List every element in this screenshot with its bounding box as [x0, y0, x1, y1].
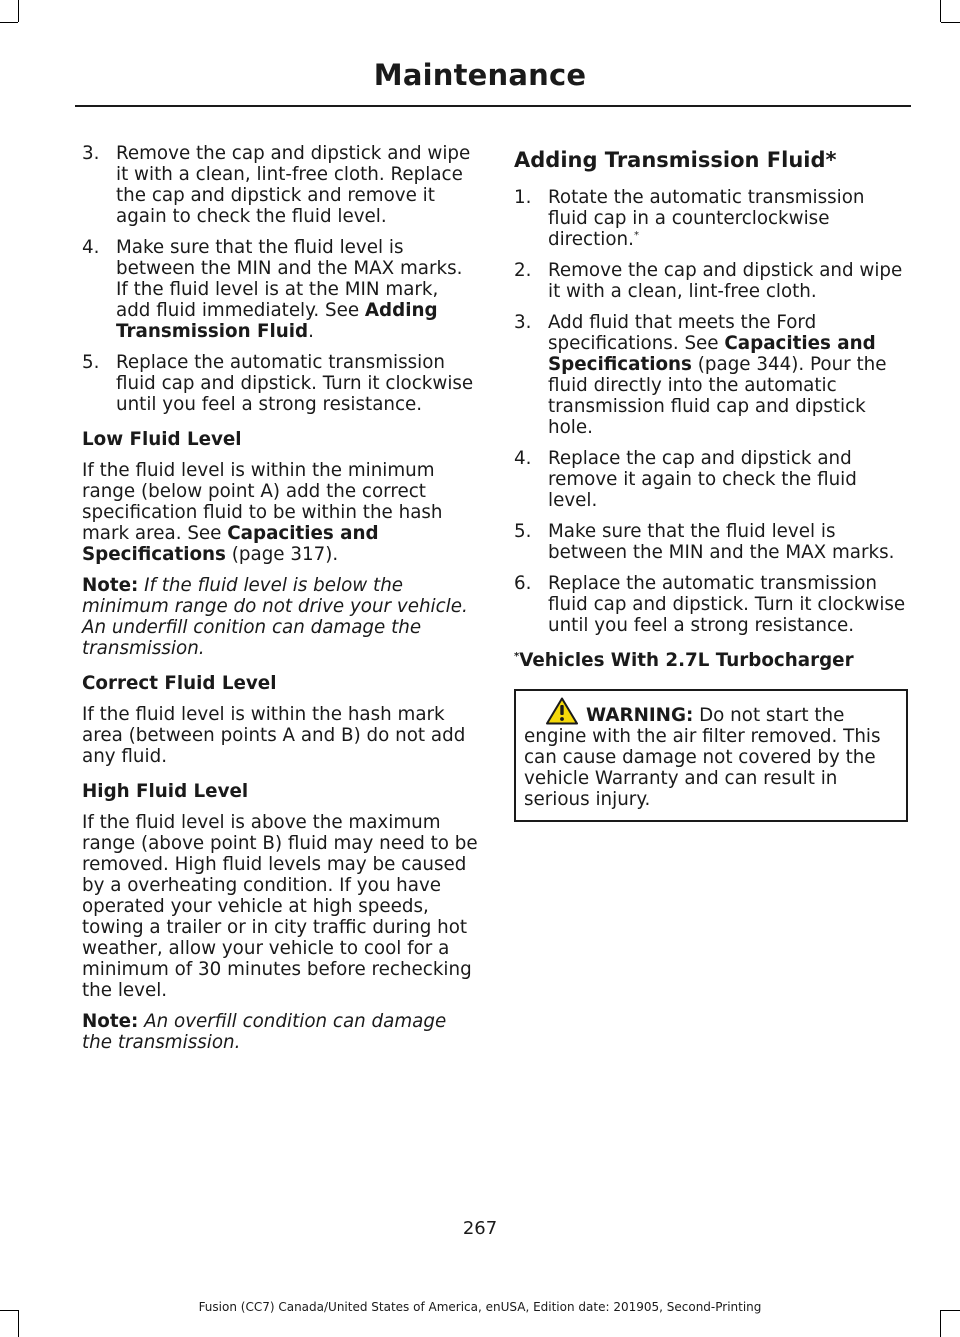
list-item: [514, 260, 908, 302]
step-text: Replace the automatic transmission fluid cap and dipstick. Turn it clockwise until you feel a strong resistance.: [548, 573, 906, 636]
step-number: 3.: [82, 143, 100, 164]
step-number: 4.: [82, 237, 100, 258]
step-number: 1.: [514, 187, 532, 208]
step-text: Rotate the automatic transmission fluid cap in a counterclockwise direction.: [548, 187, 865, 250]
step-text: .: [308, 321, 314, 342]
warning-label: WARNING:: [586, 705, 694, 726]
warning-text: Do not start the engine with the air filter removed. This can cause damage not covered by the vehicle Warranty and can result in serious injury.: [524, 705, 881, 810]
step-number: 6.: [514, 573, 532, 594]
step-text: Remove the cap and dipstick and wipe it with a clean, lint-free cloth.: [548, 260, 903, 302]
left-steps-list: [82, 143, 478, 415]
list-item: [514, 573, 908, 636]
right-column: [514, 143, 908, 822]
footnote-marker: *: [514, 650, 520, 662]
note: [82, 1011, 478, 1053]
step-number: 4.: [514, 448, 532, 469]
step-text: Make sure that the fluid level is between the MIN and the MAX marks.: [548, 521, 895, 563]
step-number: 3.: [514, 312, 532, 333]
footnote-marker: *: [633, 229, 639, 241]
list-item: [82, 143, 478, 227]
section-heading: Low Fluid Level: [82, 429, 242, 450]
note-label: Note:: [82, 1011, 139, 1032]
crop-mark: [18, 1310, 19, 1337]
page-number: 267: [462, 1218, 498, 1239]
step-number: 5.: [514, 521, 532, 542]
cross-reference-link[interactable]: Capacities and Specifications: [82, 523, 379, 565]
warning-box: [514, 689, 908, 822]
note-text: An overfill condition can damage the transmission.: [82, 1011, 447, 1053]
left-column: [82, 143, 478, 1063]
cross-reference-link[interactable]: Adding Transmission Fluid: [116, 300, 438, 342]
step-text: Replace the automatic transmission fluid cap and dipstick. Turn it clockwise until you feel a strong resistance.: [116, 352, 474, 415]
paragraph: If the fluid level is within the hash mark area (between points A and B) do not add any fluid.: [82, 704, 466, 767]
list-item: [514, 187, 908, 250]
list-item: [82, 352, 478, 415]
footer-text: Fusion (CC7) Canada/United States of America, enUSA, Edition date: 201905, Second-Printing: [198, 1300, 762, 1314]
step-text: (page 344). Pour the fluid directly into the automatic transmission fluid cap and dipstick hole.: [548, 354, 887, 438]
note-text: If the fluid level is below the minimum range do not drive your vehicle. An underfill conition can damage the transmission.: [82, 575, 468, 659]
footnote: [514, 650, 908, 671]
step-text: Replace the cap and dipstick and remove it again to check the fluid level.: [548, 448, 857, 511]
section-heading: Adding Transmission Fluid*: [514, 148, 837, 172]
crop-mark: [941, 22, 960, 23]
step-number: 5.: [82, 352, 100, 373]
cross-reference-link[interactable]: Capacities and Specifications: [548, 333, 876, 375]
paragraph: [82, 460, 478, 565]
crop-mark: [940, 0, 941, 22]
step-text: Make sure that the fluid level is between the MIN and the MAX marks. If the fluid level is at the MIN mark, add fluid immediately. See: [116, 237, 463, 321]
step-text: Remove the cap and dipstick and wipe it with a clean, lint-free cloth. Replace the cap and dipstick and remove it again to check the fluid level.: [116, 143, 471, 227]
list-item: [514, 521, 908, 563]
warning-triangle-icon: [546, 697, 578, 725]
page-title: Maintenance: [373, 58, 587, 92]
step-number: 2.: [514, 260, 532, 281]
note-label: Note:: [82, 575, 139, 596]
list-item: [514, 448, 908, 511]
paragraph: If the fluid level is above the maximum range (above point B) fluid may need to be removed. High fluid levels may be caused by a overheating condition. If you have operated your vehicle at high speeds, towing a trailer or in city traffic during hot weather, allow your vehicle to cool for a minimum of 30 minutes before rechecking the level.: [82, 812, 478, 1001]
body-text: If the fluid level is within the minimum range (below point A) add the correct specification fluid to be within the hash mark area. See: [82, 460, 443, 544]
section-heading: High Fluid Level: [82, 781, 249, 802]
list-item: [82, 237, 478, 342]
step-text: Add fluid that meets the Ford specifications. See: [548, 312, 817, 354]
page-reference: (page 317).: [225, 544, 339, 565]
footnote-text: Vehicles With 2.7L Turbocharger: [519, 650, 854, 671]
crop-mark: [0, 22, 18, 23]
list-item: [514, 312, 908, 438]
right-steps-list: [514, 187, 908, 636]
crop-mark: [940, 1310, 941, 1337]
header-divider: [75, 105, 911, 107]
note: [82, 575, 478, 659]
crop-mark: [18, 0, 19, 22]
section-heading: Correct Fluid Level: [82, 673, 277, 694]
